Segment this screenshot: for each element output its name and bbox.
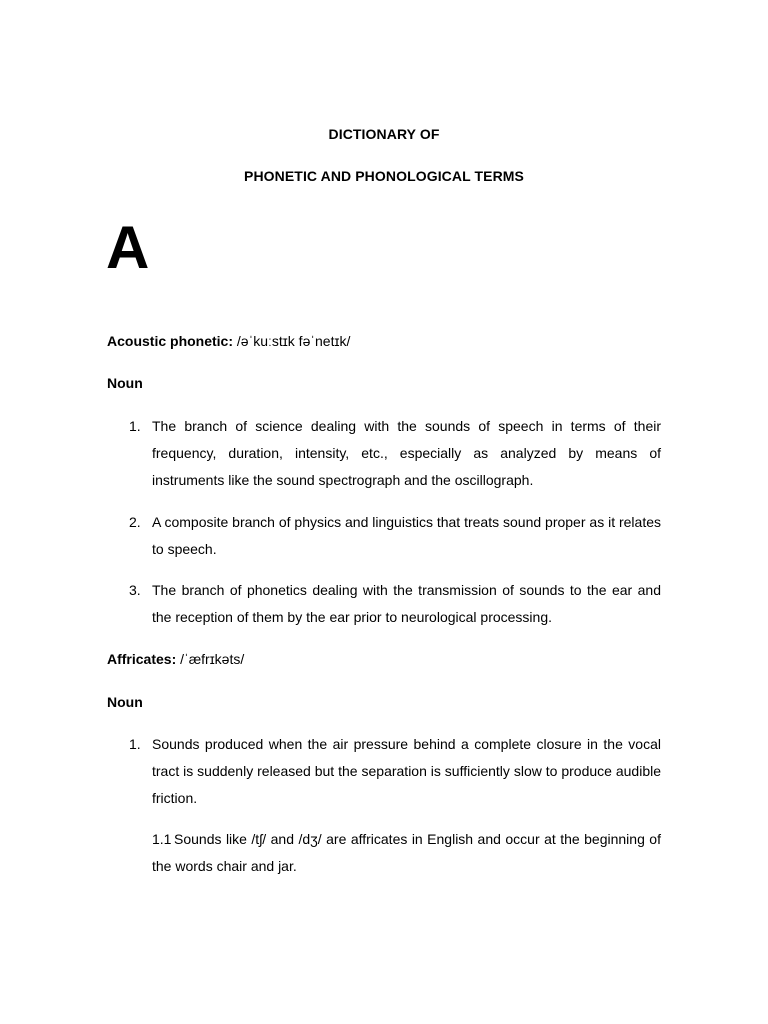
entry-part-of-speech: Noun <box>107 375 143 391</box>
entry-pronunciation: /ˈæfrɪkəts/ <box>176 651 245 667</box>
entry-term: Acoustic phonetic: <box>107 333 234 349</box>
entry-pronunciation: /əˈkuːstɪk fəˈnetɪk/ <box>233 333 351 349</box>
subsense-item <box>152 826 661 880</box>
sense-text: The branch of phonetics dealing with the transmission of sounds to the ear and the reception of them by the ear prior to neurological processing. <box>152 582 661 625</box>
sense-number: 2. <box>129 514 141 530</box>
dictionary-title-line-2: PHONETIC AND PHONOLOGICAL TERMS <box>244 168 524 184</box>
sense-text: Sounds produced when the air pressure behind a complete closure in the vocal tract is suddenly released but the separation is sufficiently slow to produce audible friction. <box>152 736 661 806</box>
entry-headword-line <box>107 328 661 355</box>
sense-number: 1. <box>129 418 141 434</box>
sense-text: A composite branch of physics and linguistics that treats sound proper as it relates to speech. <box>152 514 661 557</box>
dictionary-title-line-1: DICTIONARY OF <box>328 126 440 142</box>
sense-text: The branch of science dealing with the sounds of speech in terms of their frequency, duration, intensity, etc., especially as analyzed by means of instruments like the sound spectrograph and the oscillograph. <box>152 418 661 488</box>
entry-headword-line <box>107 646 661 673</box>
sense-number: 3. <box>129 582 141 598</box>
sense-number: 1. <box>129 736 141 752</box>
section-letter: A <box>106 214 150 281</box>
subsense-number: 1.1 <box>152 831 172 847</box>
entry-part-of-speech: Noun <box>107 694 143 710</box>
entry-term: Affricates: <box>107 651 177 667</box>
subsense-text: Sounds like /tʃ/ and /dʒ/ are affricates in English and occur at the beginning of the words chair and jar. <box>152 831 661 874</box>
